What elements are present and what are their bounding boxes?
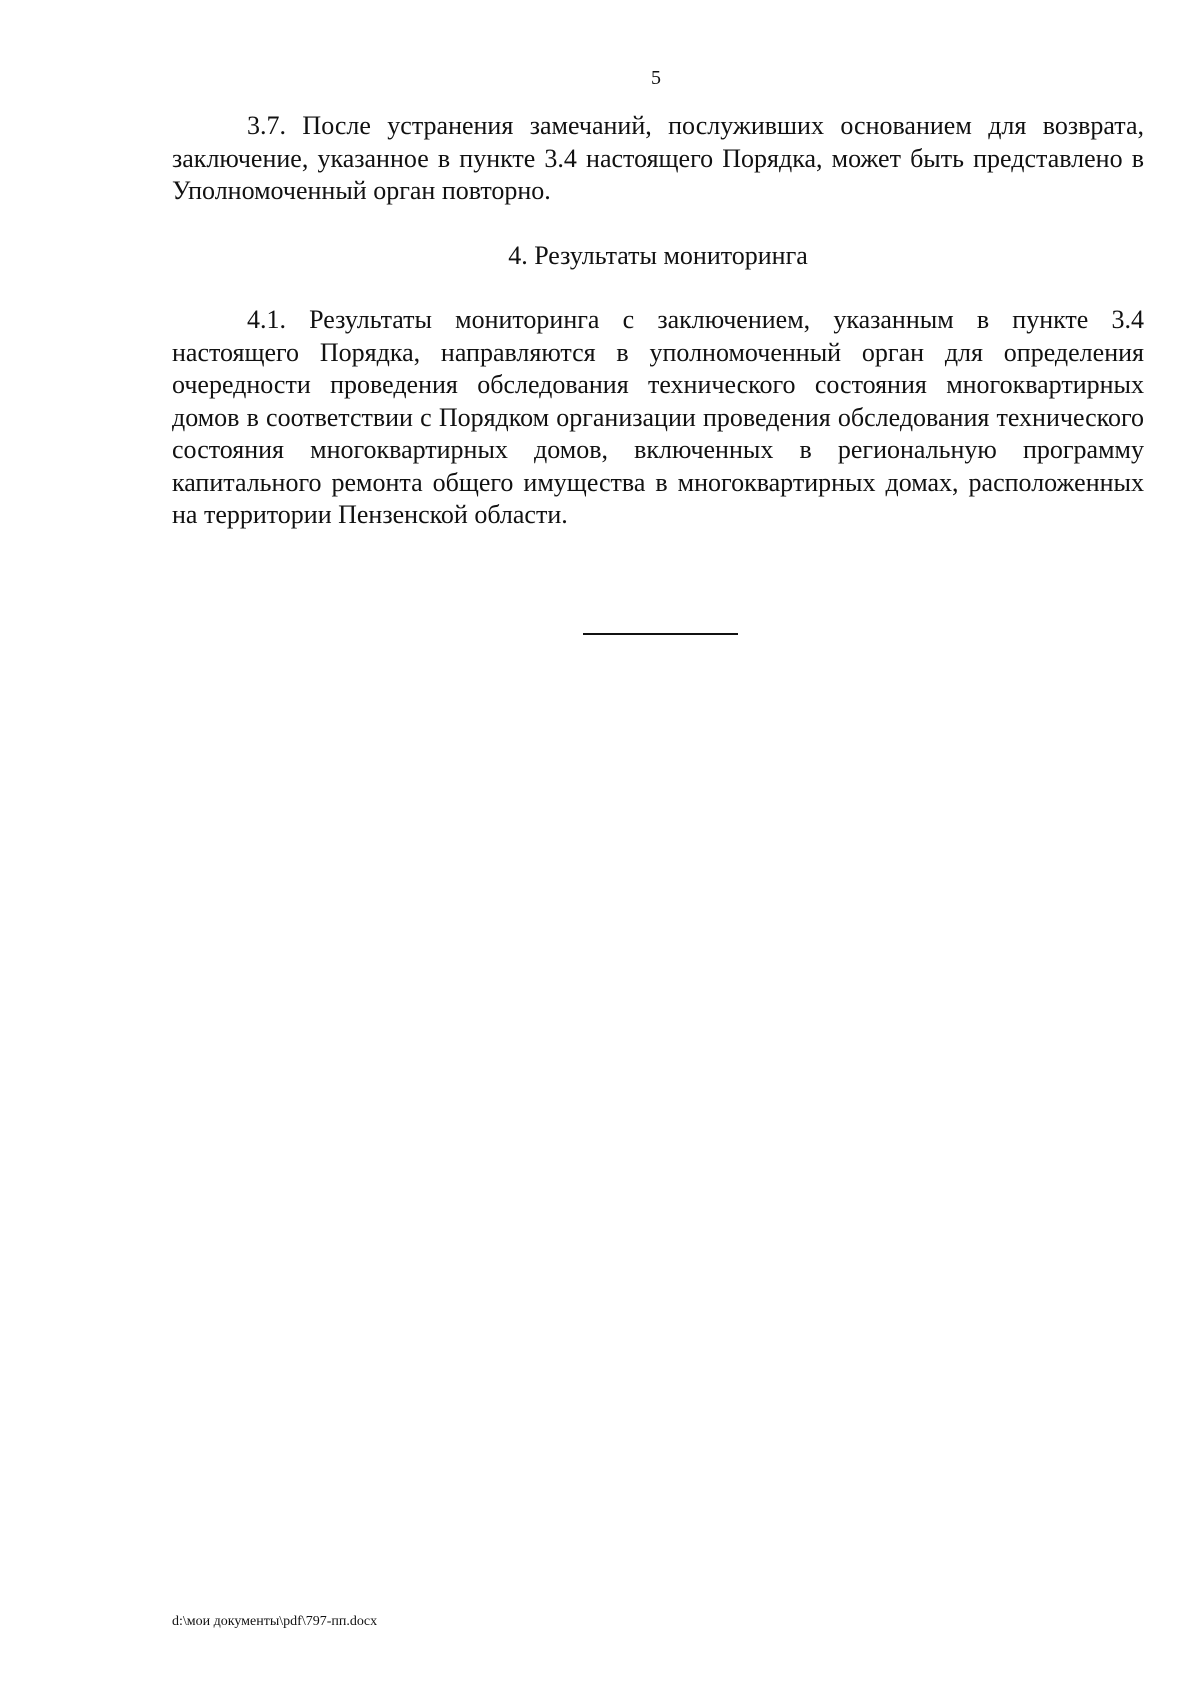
paragraph-4-1: 4.1. Результаты мониторинга с заключением, указанным в пункте 3.4 настоящего Порядка, направляются в уполномоченный орган для определения очередности проведения обследования технического состояния многоквартирных домов в соответствии с Порядком организации проведения обследования технического состояния многоквартирных домов, включенных в региональную программу капитального ремонта общего имущества в многоквартирных домах, расположенных на территории Пензенской области. [172, 305, 1144, 529]
end-separator-line [583, 633, 738, 635]
paragraph-3-7: 3.7. После устранения замечаний, послуживших основанием для возврата, заключение, указанное в пункте 3.4 настоящего Порядка, может быть представлено в Уполномоченный орган повторно. [172, 111, 1144, 205]
section-heading-4: 4. Результаты мониторинга [508, 240, 808, 270]
page-number: 5 [651, 67, 661, 89]
document-body [172, 110, 1144, 532]
footer-file-path: d:\мои документы\pdf\797-пп.docx [172, 1614, 378, 1629]
